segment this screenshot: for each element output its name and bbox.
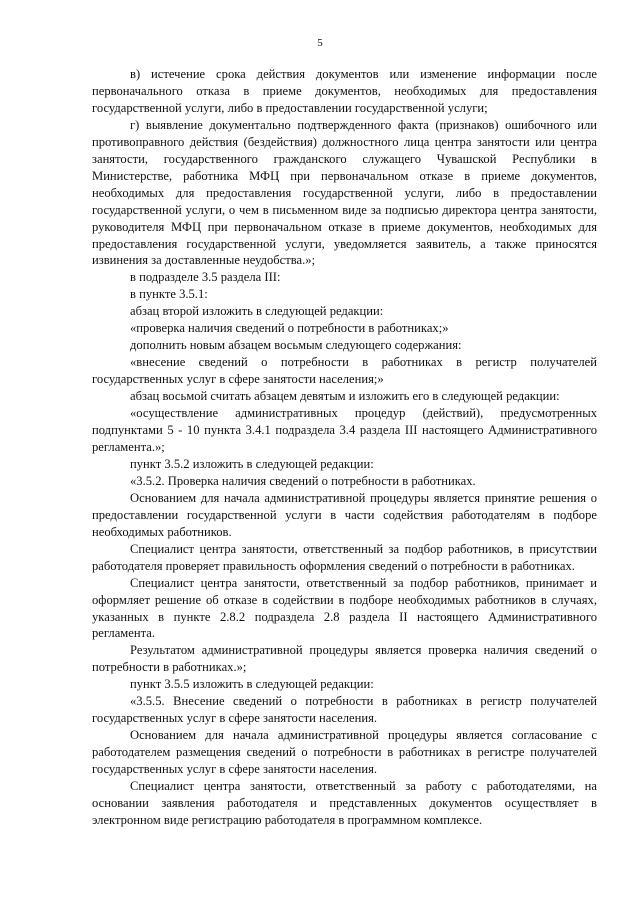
page-number: 5 <box>317 37 323 49</box>
paragraph-quote-admin-procedures: «осуществление административных процедур (действий), предусмотренных подпунктами 5 - 10 пункта 3.4.1 подраздела 3.4 раздела III настоящего Административного регламента.»; <box>92 406 597 454</box>
paragraph-3-5-2-specialist-refusal: Специалист центра занятости, ответственный за подбор работников, принимает и оформляет решение об отказе в содействии в подборе необходимых работников в случаях, указанных в пункте 2.8.2 подраздела 2.8 раздела II настоящего Административного регламента. <box>92 575 597 641</box>
paragraph-quote-check-needs: «проверка наличия сведений о потребности в работниках;» <box>130 321 449 336</box>
paragraph-3-5-2-result: Результатом административной процедуры является проверка наличия сведений о потребности в работниках.»; <box>92 643 597 675</box>
paragraph-item-g: г) выявление документально подтвержденного факта (признаков) ошибочного или противоправного действия (бездействия) должностного лица центра занятости или центра занятости, государственного гражданского служащего Чувашской Республики в Министерстве, работника МФЦ при первоначальном отказе в приеме документов, необходимых для предоставления государственной услуги, либо в предоставлении государственной услуги, о чем в письменном виде за подписью директора центра занятости, руководителя МФЦ при первоначальном отказе в приеме документов, необходимых для предоставления государственной услуги, уведомляется заявитель, а также приносятся извинения за доставленные неудобства.»; <box>92 117 597 268</box>
paragraph-3-5-5-specialist: Специалист центра занятости, ответственный за работу с работодателями, на основании заявления работодателя и представленных документов осуществляет в электронном виде регистрацию работодателя в программном комплексе. <box>92 779 597 827</box>
paragraph-point-3-5-1: в пункте 3.5.1: <box>130 287 208 302</box>
paragraph-point-3-5-2: пункт 3.5.2 изложить в следующей редакции: <box>130 456 374 471</box>
paragraph-quote-register-entry: «внесение сведений о потребности в работниках в регистр получателей государственных услуг в сфере занятости населения;» <box>92 355 597 387</box>
paragraph-second-indent: абзац второй изложить в следующей редакции: <box>130 304 384 319</box>
paragraph-3-5-5-heading: «3.5.5. Внесение сведений о потребности в работниках в регистр получателей государственных услуг в сфере занятости населения. <box>92 694 597 726</box>
document-body <box>92 66 597 829</box>
paragraph-add-eighth-indent: дополнить новым абзацем восьмым следующего содержания: <box>130 338 462 353</box>
paragraph-subsection-3-5: в подразделе 3.5 раздела III: <box>130 270 281 285</box>
paragraph-item-v: в) истечение срока действия документов или изменение информации после первоначального отказа в приеме документов, необходимых для предоставления государственной услуги, либо в предоставлении государственной услуги; <box>92 67 597 115</box>
paragraph-3-5-2-specialist-check: Специалист центра занятости, ответственный за подбор работников, в присутствии работодателя проверяет правильность оформления сведений о потребности в работниках. <box>92 541 597 573</box>
paragraph-point-3-5-5: пункт 3.5.5 изложить в следующей редакции: <box>130 677 374 692</box>
paragraph-3-5-5-basis: Основанием для начала административной процедуры является согласование с работодателем размещения сведений о потребности в работниках в регистре получателей государственных услуг в сфере занятости населения. <box>92 728 597 777</box>
paragraph-3-5-2-heading: «3.5.2. Проверка наличия сведений о потребности в работниках. <box>130 473 476 488</box>
paragraph-3-5-2-basis: Основанием для начала административной процедуры является принятие решения о предоставлении государственной услуги в части содействия работодателям в подборе необходимых работников. <box>92 490 597 539</box>
paragraph-renumber-ninth: абзац восьмой считать абзацем девятым и изложить его в следующей редакции: <box>130 389 560 404</box>
